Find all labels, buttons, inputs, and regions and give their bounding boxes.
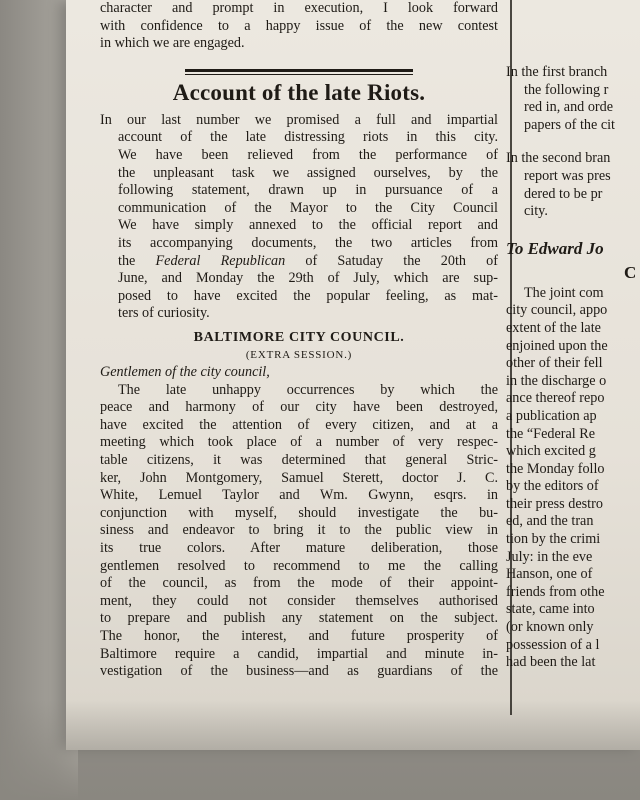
text-line: character and prompt in execution, I look forward: [100, 0, 498, 16]
right-body-line: by the editors of: [506, 478, 599, 495]
intro-line: following statement, drawn up in pursuance of a: [118, 182, 498, 199]
body-line: siness and endeavor to bring it to the public view in: [100, 522, 498, 539]
right-body-line: (or known only: [506, 619, 594, 636]
right-body-line: their press destro: [506, 495, 603, 512]
background-bottom: [0, 700, 640, 800]
right-heading-continuation: C: [624, 262, 637, 282]
right-body-line: The joint com: [524, 284, 604, 301]
intro-line: We have been relieved from the performance of: [118, 146, 498, 163]
intro-line: posed to have excited the popular feeling, as mat-: [118, 287, 498, 304]
spacer: [506, 134, 640, 150]
left-column: [100, 0, 498, 681]
body-line: The late unhappy occurrences by which the: [118, 381, 498, 398]
right-text-line: city.: [524, 203, 548, 220]
body-line: vestigation of the business—and as guardians of the: [100, 663, 498, 680]
intro-line: We have simply annexed to the official report and: [118, 217, 498, 234]
right-text-line: In the second bran: [506, 150, 611, 167]
body-line: have excited the attention of every citizen, and at a: [100, 416, 498, 433]
council-heading: BALTIMORE CITY COUNCIL.: [193, 329, 405, 345]
right-body-line: extent of the late: [506, 319, 601, 336]
body-line: Baltimore require a candid, impartial and minute in-: [100, 645, 498, 662]
body-line: The honor, the interest, and future prosperity of: [100, 628, 498, 644]
intro-line: June, and Monday the 29th of July, which are sup-: [118, 270, 498, 287]
right-body-line: a publication ap: [506, 407, 597, 424]
right-body-line: state, came into: [506, 601, 595, 618]
body-line: meeting which took place of a number of very respec-: [100, 434, 498, 451]
intro-line: communication of the Mayor to the City Council: [118, 199, 498, 216]
right-body-line: the “Federal Re: [506, 425, 596, 442]
right-heading: To Edward Jo: [506, 238, 604, 258]
body-line: ment, they could not consider themselves authorised: [100, 592, 498, 609]
right-text-line: red in, and orde: [524, 99, 614, 116]
right-column: [506, 64, 640, 672]
body-line: gentlemen resolved to recommend to me the calling: [100, 557, 498, 574]
intro-line: account of the late distressing riots in this city.: [118, 129, 498, 146]
right-body-line: the Monday follo: [506, 460, 605, 477]
right-text-line: report was pres: [524, 167, 611, 184]
body-line: White, Lemuel Taylor and Wm. Gwynn, esqrs. in: [100, 487, 498, 504]
right-text-line: papers of the cit: [524, 116, 615, 133]
publication-name: Federal Republican: [155, 252, 286, 269]
right-body-line: enjoined upon the: [506, 337, 608, 354]
body-line: table citizens, it was determined that general Stric-: [100, 452, 498, 469]
spacer: [506, 221, 640, 237]
intro-line: its accompanying documents, the two articles from: [118, 234, 498, 251]
intro-line: ters of curiosity.: [118, 305, 210, 322]
section-divider: [185, 69, 413, 72]
intro-line-italic: the Federal Republican of Satuday the 20th of: [118, 252, 498, 269]
right-text-line: dered to be pr: [524, 185, 603, 202]
body-line: to prepare and publish any statement on the subject.: [100, 610, 498, 627]
right-body-line: in the discharge o: [506, 372, 607, 389]
intro-line: In our last number we promised a full and impartial: [100, 111, 498, 128]
right-body-line: other of their fell: [506, 355, 603, 372]
right-body-line: possession of a l: [506, 636, 600, 653]
article-headline: Account of the late Riots.: [172, 79, 426, 105]
body-line: ker, John Montgomery, Samuel Sterett, doctor J. C.: [100, 469, 498, 486]
right-body-line: had been the lat: [506, 654, 596, 671]
right-body-line: July: in the eve: [506, 548, 593, 565]
right-text-line: the following r: [524, 81, 609, 98]
right-body-line: tion by the crimi: [506, 531, 601, 548]
text-line: with confidence to a happy issue of the new contest: [100, 17, 498, 34]
right-body-line: ed, and the tran: [506, 513, 594, 530]
right-body-line: city council, appo: [506, 302, 608, 319]
body-line: conjunction with myself, should investigate the bu-: [100, 504, 498, 521]
right-text-line: In the first branch: [506, 64, 608, 80]
right-body-line: ance thereof repo: [506, 390, 605, 407]
right-body-line: Hanson, one of: [506, 566, 593, 583]
session-note: (EXTRA SESSION.): [245, 348, 353, 361]
body-line: its true colors. After mature deliberation, those: [100, 540, 498, 557]
body-line: peace and harmony of our city have been destroyed,: [100, 399, 498, 416]
salutation: Gentlemen of the city council,: [100, 364, 270, 381]
text-line: in which we are engaged.: [100, 35, 245, 52]
right-body-line: friends from othe: [506, 583, 605, 600]
body-line: of the council, as from the mode of their appoint-: [100, 575, 498, 592]
intro-line: the unpleasant task we assigned ourselves, by the: [118, 164, 498, 181]
right-body-line: which excited g: [506, 443, 596, 460]
